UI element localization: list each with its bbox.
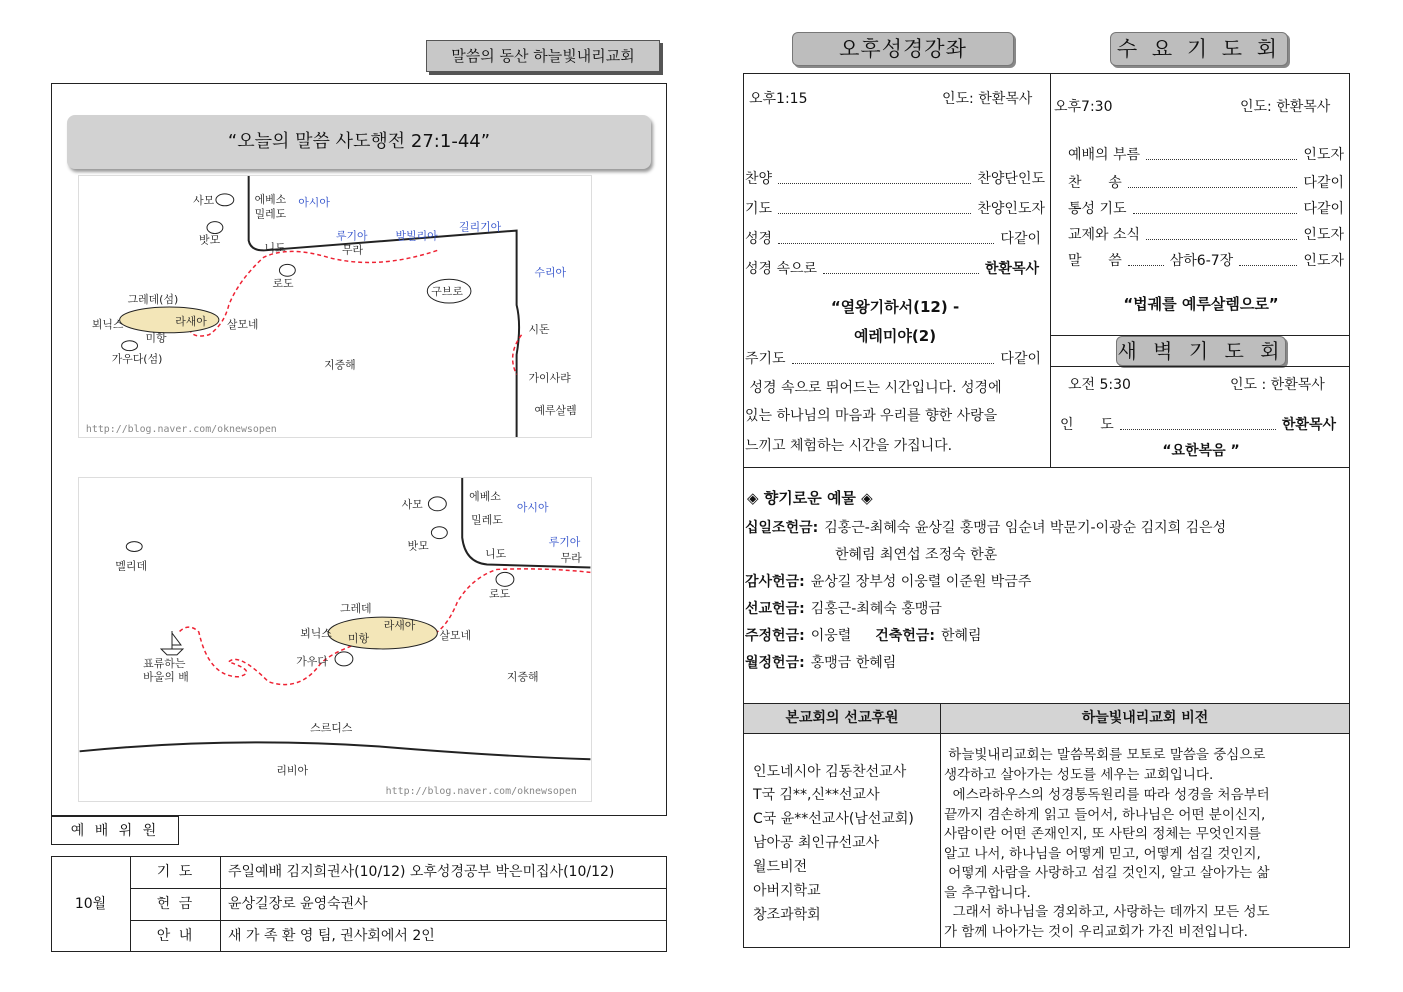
map1-label: 그레데(섬) <box>127 293 179 307</box>
vision-line: 알고 나서, 하나님을 어떻게 믿고, 어떻게 섬길 것인지, <box>944 846 1261 862</box>
island-cauda <box>122 341 138 351</box>
map2-label: 지중해 <box>506 670 539 684</box>
island-cauda <box>335 652 353 666</box>
map2-label: 스르디스 <box>310 721 353 735</box>
libya-coast <box>80 742 591 759</box>
map1-label: 루기아 <box>335 229 368 243</box>
map2-label: 사모 <box>401 497 423 511</box>
map1-label: 밧모 <box>199 233 221 247</box>
item-who: 인도자 <box>1303 227 1344 243</box>
map2-label: 그레데 <box>339 602 372 616</box>
offering-label: 십일조헌금: <box>745 520 819 536</box>
wednesday-item <box>1068 172 1344 192</box>
map1-label: 미항 <box>145 331 167 345</box>
map1-label: 가우다(섬) <box>111 352 163 366</box>
map2-label: 아시아 <box>516 500 549 514</box>
item-who: 다같이 <box>1000 231 1041 247</box>
wednesday-topic: “법궤를 예루살렘으로” <box>1123 295 1279 313</box>
wednesday-item <box>1068 198 1344 218</box>
committee-title: 예 배 위 원 <box>51 816 179 845</box>
vision-line: 하늘빛내리교회는 말씀목회를 모토로 말씀을 중심으로 <box>944 747 1266 763</box>
map1-label: 예루살렘 <box>534 404 577 418</box>
offering-line <box>745 652 896 672</box>
dawn-guide <box>1060 414 1336 434</box>
offering-names: 이웅렬 <box>810 628 852 644</box>
mission-item: C국 윤**선교사(남선교회) <box>753 811 914 827</box>
item-mid: 삼하6-7장 <box>1169 253 1234 269</box>
item-name: 성경 속으로 <box>745 261 818 277</box>
map2-label: 밀레도 <box>471 513 503 527</box>
committee-content: 윤상길장로 윤영숙권사 <box>228 896 368 912</box>
item-who: 찬양인도자 <box>977 201 1045 217</box>
map1-label: 에베소 <box>254 192 287 206</box>
island-crete <box>328 617 437 649</box>
offering-names: 윤상길 장부성 이웅렬 이준원 박금주 <box>810 574 1032 590</box>
committee-content: 새 가 족 환 영 팀, 권사회에서 2인 <box>228 928 435 944</box>
item-name: 주기도 <box>745 351 786 367</box>
afternoon-topic: “열왕기하서(12) - <box>830 298 960 316</box>
map1-label: 지중해 <box>324 358 356 372</box>
mission-item: T국 김**,신**선교사 <box>753 787 880 803</box>
afternoon-item <box>745 228 1041 248</box>
ship-icon <box>161 631 183 655</box>
dawn-divider <box>1050 366 1350 367</box>
item-who: 한환목사 <box>984 261 1039 277</box>
committee-month: 10월 <box>51 856 131 952</box>
map2-label: 밧모 <box>407 539 429 553</box>
map2-label: 뵈닉스 <box>300 627 332 641</box>
committee-role: 안 내 <box>156 928 195 944</box>
offering-line <box>835 544 997 564</box>
item-who: 인도자 <box>1303 147 1344 163</box>
map2-url: http://blog.naver.com/oknewsopen <box>385 786 577 798</box>
vision-line: 끝까지 겸손하게 읽고 들어서, 하나님은 어떤 분이신지, <box>944 807 1266 823</box>
sermon-title-banner: “오늘의 말씀 사도행전 27:1-44” <box>67 115 651 169</box>
map2-label: 살모네 <box>439 629 472 643</box>
wednesday-item <box>1068 224 1344 244</box>
item-who: 다같이 <box>1303 175 1344 191</box>
item-name: 성경 <box>745 231 773 247</box>
island-patmo <box>207 222 223 234</box>
route-line <box>432 569 590 635</box>
map1-label: 시돈 <box>528 322 550 336</box>
committee-content: 주일예배 김지희권사(10/12) 오후성경공부 박은미집사(10/12) <box>228 864 615 880</box>
item-name: 통성 기도 <box>1068 201 1127 217</box>
item-name: 찬 송 <box>1068 175 1122 191</box>
map2-label: 멜리데 <box>115 559 148 573</box>
map1-label: 뵈닉스 <box>91 317 124 331</box>
afternoon-time: 오후1:15 <box>749 91 808 107</box>
map1-url: http://blog.naver.com/oknewsopen <box>85 424 277 436</box>
map-paul-route <box>78 175 592 438</box>
offering-names: 김홍근-최혜숙 윤상길 홍맹금 임순녀 박문기-이광순 김지희 김은성 <box>824 520 1227 536</box>
offering-label: 월정헌금: <box>745 655 805 671</box>
item-who: 다같이 <box>1000 351 1041 367</box>
map1-label: 아시아 <box>298 195 330 209</box>
vision-line: 그래서 하나님을 경외하고, 사랑하는 데까지 모든 성도 <box>944 904 1270 920</box>
map2-label: 에베소 <box>469 489 501 503</box>
item-name: 예배의 부름 <box>1068 147 1141 163</box>
map2-label: 니도 <box>485 547 507 561</box>
mission-item: 월드비전 <box>753 859 808 875</box>
item-name: 말 씀 <box>1068 253 1122 269</box>
vision-line: 가 함께 나아가는 것이 우리교회가 가진 비전입니다. <box>944 924 1248 940</box>
afternoon-item <box>745 198 1045 218</box>
map2-label: 가우다 <box>296 654 328 668</box>
afternoon-desc: 성경 속으로 뛰어드는 시간입니다. 성경에 <box>745 380 1002 396</box>
offering-line <box>745 625 982 645</box>
table-divider <box>743 733 1350 734</box>
map1-label: 라새아 <box>175 314 207 328</box>
item-name: 교제와 소식 <box>1068 227 1141 243</box>
island-patmo <box>431 527 447 539</box>
offering-title: ◈ 향기로운 예물 ◈ <box>747 489 873 507</box>
offering-line <box>745 517 1226 537</box>
map1-label: 살모네 <box>226 317 259 331</box>
afternoon-desc: 느끼고 체험하는 시간을 가집니다. <box>745 438 953 454</box>
wednesday-title: 수 요 기 도 회 <box>1110 32 1288 66</box>
committee-col-line <box>220 856 221 952</box>
vertical-divider <box>1050 73 1051 467</box>
map1-label: 밤빌리아 <box>395 229 438 243</box>
offering-line <box>745 598 942 618</box>
wednesday-item <box>1068 144 1344 164</box>
afternoon-title: 오후성경강좌 <box>792 32 1014 66</box>
map2-label: 미항 <box>347 631 370 645</box>
offering-names: 김홍근-최혜숙 홍맹금 <box>810 601 942 617</box>
wednesday-leader: 인도: 한환목사 <box>1240 99 1331 115</box>
horizontal-divider <box>743 467 1350 468</box>
map1-label: 밀레도 <box>254 207 287 221</box>
map-paul-route-svg <box>79 176 591 437</box>
item-who: 다같이 <box>1303 201 1344 217</box>
offering-label: 감사헌금: <box>745 574 805 590</box>
offering-line <box>745 571 1031 591</box>
map2-label: 바울의 배 <box>143 670 189 684</box>
map2-label: 루기아 <box>548 535 581 549</box>
afternoon-item <box>745 168 1045 188</box>
map2-labels <box>115 489 582 797</box>
island-samo <box>428 497 446 511</box>
dawn-topic: “요한복음 ” <box>1162 443 1240 459</box>
map1-label: 로도 <box>272 277 294 291</box>
mission-item: 인도네시아 김동찬선교사 <box>753 764 907 780</box>
island-melita <box>126 542 142 552</box>
vision-line: 에스라하우스의 성경통독원리를 따라 성경을 처음부터 <box>944 787 1270 803</box>
afternoon-item <box>745 258 1039 278</box>
item-who: 한환목사 <box>1281 417 1336 433</box>
vision-line: 생각하고 살아가는 성도를 세우는 교회입니다. <box>944 767 1214 783</box>
map2-label: 라새아 <box>383 619 416 633</box>
map2-label: 표류하는 <box>143 656 186 670</box>
afternoon-leader: 인도: 한환목사 <box>942 91 1033 107</box>
map2-label: 무라 <box>560 551 582 565</box>
vision-line: 을 추구합니다. <box>944 885 1031 901</box>
offering-names: 한혜림 최연섭 조정숙 한훈 <box>835 547 998 563</box>
dawn-leader: 인도 : 한환목사 <box>1230 377 1325 393</box>
vision-header: 하늘빛내리교회 비전 <box>941 704 1349 733</box>
map1-label: 니도 <box>264 241 286 255</box>
item-name: 찬양 <box>745 171 773 187</box>
mission-item: 아버지학교 <box>753 883 821 899</box>
map2-label: 로도 <box>489 587 511 601</box>
committee-role: 기 도 <box>156 864 195 880</box>
offering-names-2: 한혜림 <box>940 628 982 644</box>
table-col-line <box>940 703 941 948</box>
coastline <box>249 176 519 437</box>
offering-names: 홍맹금 한혜림 <box>810 655 897 671</box>
item-who: 인도자 <box>1303 253 1344 269</box>
item-name: 인 도 <box>1060 417 1114 433</box>
committee-role: 헌 금 <box>156 896 195 912</box>
wednesday-item <box>1068 250 1344 270</box>
afternoon-topic: 예레미야(2) <box>853 327 937 345</box>
dawn-time: 오전 5:30 <box>1068 377 1131 393</box>
map1-label: 구브로 <box>431 285 463 299</box>
island-rhodes <box>279 264 295 276</box>
afternoon-closing <box>745 348 1041 368</box>
map-paul-shipwreck <box>78 477 592 802</box>
vision-line: 어떻게 사람을 사랑하고 섬길 것인지, 알고 살아가는 삶 <box>944 865 1270 881</box>
map-paul-shipwreck-svg <box>79 478 591 801</box>
wednesday-time: 오후7:30 <box>1054 99 1113 115</box>
map1-label: 무라 <box>341 243 364 257</box>
map1-label: 길리기아 <box>459 220 502 234</box>
island-samo <box>216 194 234 206</box>
afternoon-desc: 있는 하나님의 마음과 우리를 향한 사랑을 <box>745 408 998 424</box>
map2-label: 리비아 <box>276 764 309 778</box>
map1-label: 수리아 <box>534 266 567 280</box>
map1-label: 가이사랴 <box>528 371 571 385</box>
mission-item: 창조과학회 <box>753 907 821 923</box>
dawn-title: 새 벽 기 도 회 <box>1116 336 1286 366</box>
mission-header: 본교회의 선교후원 <box>744 704 940 733</box>
offering-label: 주정헌금: <box>745 628 805 644</box>
vision-line: 사람이란 어떤 존재인지, 또 사탄의 정체는 무엇인지를 <box>944 826 1261 842</box>
island-rhodes <box>496 572 514 586</box>
header-tag: 말씀의 동산 하늘빛내리교회 <box>426 40 660 72</box>
map1-label: 사모 <box>193 193 215 207</box>
item-name: 기도 <box>745 201 773 217</box>
mission-item: 남아공 최인규선교사 <box>753 835 880 851</box>
offering-label-2: 건축헌금: <box>875 628 935 644</box>
offering-label: 선교헌금: <box>745 601 805 617</box>
item-who: 찬양단인도 <box>977 171 1045 187</box>
